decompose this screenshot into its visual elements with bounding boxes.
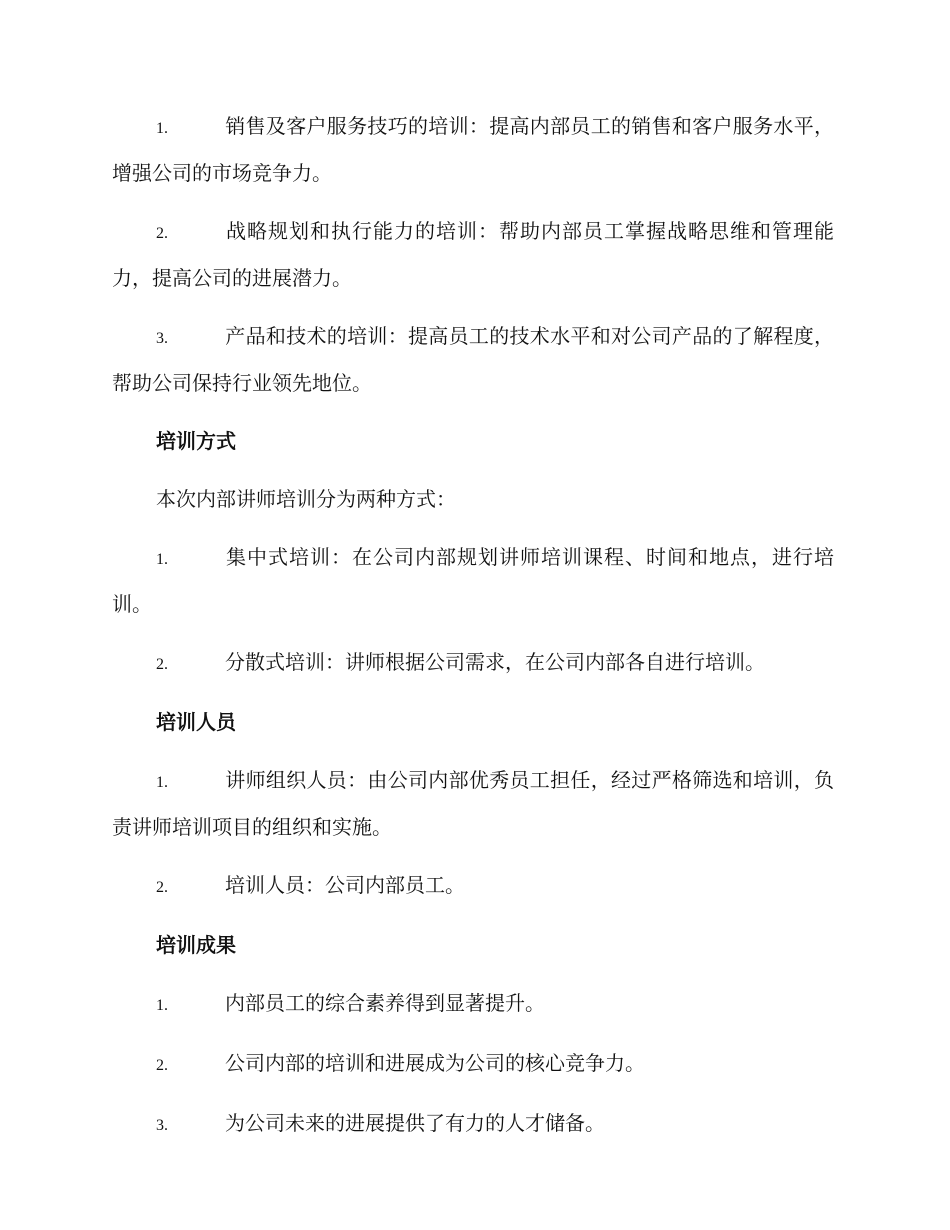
- list-number: 3.: [156, 1117, 168, 1134]
- list-number: 2.: [156, 225, 168, 242]
- list-text: 讲师组织人员：由公司内部优秀员工担任，经过严格筛选和培训，负责讲师培训项目的组织和实施。: [112, 768, 834, 839]
- document-body: [112, 104, 834, 1161]
- list-item: [112, 758, 834, 850]
- list-item: [112, 981, 834, 1028]
- list-number: 2.: [156, 1057, 168, 1074]
- list-text: 销售及客户服务技巧的培训：提高内部员工的销售和客户服务水平，增强公司的市场竞争力。: [112, 114, 834, 185]
- list-item: [112, 535, 834, 627]
- list-item: [112, 1101, 834, 1148]
- list-text: 产品和技术的培训：提高员工的技术水平和对公司产品的了解程度，帮助公司保持行业领先地位。: [112, 324, 834, 395]
- list-item: [112, 863, 834, 910]
- methods-intro: 本次内部讲师培训分为两种方式：: [156, 487, 456, 511]
- section-heading-people: 培训人员: [156, 710, 236, 734]
- list-number: 1.: [156, 120, 168, 137]
- list-text: 培训人员：公司内部员工。: [225, 873, 465, 897]
- list-item: [112, 104, 834, 196]
- section-heading-results: 培训成果: [156, 933, 236, 957]
- list-text: 为公司未来的进展提供了有力的人才储备。: [225, 1111, 605, 1135]
- list-text: 分散式培训：讲师根据公司需求，在公司内部各自进行培训。: [225, 650, 765, 674]
- list-number: 3.: [156, 330, 168, 347]
- list-text: 集中式培训：在公司内部规划讲师培训课程、时间和地点，进行培训。: [112, 545, 834, 616]
- list-item: [112, 640, 834, 687]
- list-text: 战略规划和执行能力的培训：帮助内部员工掌握战略思维和管理能力，提高公司的进展潜力。: [112, 219, 834, 290]
- list-number: 2.: [156, 656, 168, 673]
- list-number: 2.: [156, 879, 168, 896]
- list-item: [112, 314, 834, 406]
- list-text: 公司内部的培训和进展成为公司的核心竞争力。: [225, 1051, 645, 1075]
- list-text: 内部员工的综合素养得到显著提升。: [225, 991, 545, 1015]
- list-number: 1.: [156, 774, 168, 791]
- list-item: [112, 1041, 834, 1088]
- list-number: 1.: [156, 551, 168, 568]
- section-heading-methods: 培训方式: [156, 429, 236, 453]
- list-number: 1.: [156, 997, 168, 1014]
- list-item: [112, 209, 834, 301]
